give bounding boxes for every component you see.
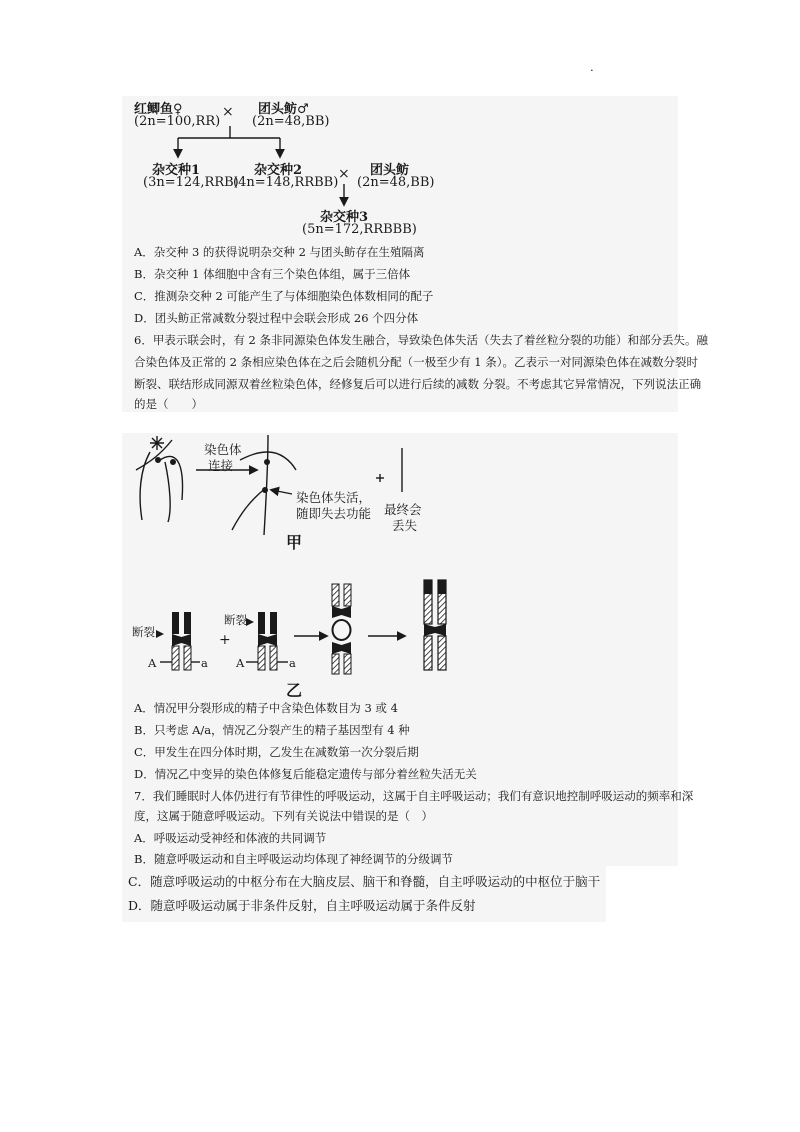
q6-option-b: B．只考虑 A/a，情况乙分裂产生的精子基因型有 4 种 <box>134 723 410 737</box>
q5-option-c: C．推测杂交种 2 可能产生了与体细胞染色体数相同的配子 <box>134 289 434 303</box>
yi-allele-A: A <box>148 656 157 670</box>
jia-label-link-1: 染色体 <box>204 442 242 457</box>
yi-allele-a-2: a <box>289 656 296 670</box>
cross-symbol-2: × <box>338 166 350 182</box>
parent-male-label: 团头鲂♂ <box>258 102 309 117</box>
q6-stem-line-1: 6．甲表示联会时，有 2 条非同源染色体发生融合，导致染色体失活（失去了着丝粒分裂的功能）和部分丢失。融 <box>134 333 708 347</box>
q7-stem-line-1: 7．我们睡眠时人体仍进行有节律性的呼吸运动，这属于自主呼吸运动；我们有意识地控制呼吸运动的频率和深 <box>134 789 694 803</box>
yi-caption: 乙 <box>286 681 303 700</box>
q7-option-a: A．呼吸运动受神经和体液的共同调节 <box>134 831 327 845</box>
jia-label-inactive-2: 随即失去功能 <box>296 506 372 521</box>
cross-symbol: × <box>222 104 234 120</box>
parent-female-label: 红鲫鱼♀ <box>134 102 183 117</box>
hybrid2-label: 杂交种2 <box>254 163 303 178</box>
parent-male-2-info: (2n=48,BB) <box>357 175 435 190</box>
parent-male-info: (2n=48,BB) <box>252 114 330 129</box>
q6-stem-line-4: 的是（ ） <box>134 397 203 411</box>
yi-break-label-mid: 断裂 <box>224 613 247 627</box>
q5-option-b: B．杂交种 1 体细胞中含有三个染色体组，属于三倍体 <box>134 267 411 281</box>
q5-option-d: D．团头鲂正常减数分裂过程中会联会形成 26 个四分体 <box>134 311 419 325</box>
jia-label-inactive-1: 染色体失活， <box>296 490 372 505</box>
hybrid3-label: 杂交种3 <box>320 210 369 225</box>
q6-stem-line-2: 合染色体及正常的 2 条相应染色体在之后会随机分配（一极至少有 1 条）。乙表示一对同源染色体在减数分裂时 <box>134 355 698 369</box>
q5-option-a: A．杂交种 3 的获得说明杂交种 2 与团头鲂存在生殖隔离 <box>134 245 425 259</box>
jia-label-link-2: 连接 <box>208 458 234 473</box>
jia-label-lost-2: 丢失 <box>392 518 418 533</box>
yi-repaired-chromosome <box>424 580 446 670</box>
q6-option-d: D．情况乙中变异的染色体修复后能稳定遗传与部分着丝粒失活无关 <box>134 767 477 781</box>
yi-allele-a: a <box>201 656 208 670</box>
yi-dicentric-chromosome <box>332 584 351 674</box>
q7-option-b: B．随意呼吸运动和自主呼吸运动均体现了神经调节的分级调节 <box>134 852 453 866</box>
parent-male-2-label: 团头鲂 <box>370 163 410 178</box>
yi-chromosome-pair-2 <box>246 612 288 670</box>
jia-label-lost-1: 最终会 <box>384 502 422 517</box>
yi-break-label-left: 断裂 <box>132 625 155 639</box>
q6-stem-line-3: 断裂、联结形成同源双着丝粒染色体，经修复后可以进行后续的减数 分裂。不考虑其它异常情况，下列说法正确 <box>134 377 702 391</box>
yi-allele-A-2: A <box>236 656 245 670</box>
hybrid1-label: 杂交种1 <box>152 163 201 178</box>
page-marker: . <box>590 60 594 74</box>
parent-female-info: (2n=100,RR) <box>134 114 221 129</box>
hybrid3-info: (5n=172,RRBBB) <box>302 222 417 237</box>
hybrid1-info: (3n=124,RRB) <box>143 175 239 190</box>
yi-chromosome-pair-1 <box>156 612 200 670</box>
q7-stem-line-2: 度，这属于随意呼吸运动。下列有关说法中错误的是（ ） <box>134 809 433 823</box>
yi-plus: + <box>219 632 231 648</box>
q6-option-a: A．情况甲分裂形成的精子中含染色体数目为 3 或 4 <box>134 701 398 715</box>
q7-option-d: D．随意呼吸运动属于非条件反射，自主呼吸运动属于条件反射 <box>128 898 476 913</box>
q7-option-c: C．随意呼吸运动的中枢分布在大脑皮层、脑干和脊髓，自主呼吸运动的中枢位于脑干 <box>128 874 601 889</box>
hybrid2-info: (4n=148,RRBB) <box>233 175 339 190</box>
jia-caption: 甲 <box>286 533 303 552</box>
q6-option-c: C．甲发生在四分体时期，乙发生在减数第一次分裂后期 <box>134 745 419 759</box>
